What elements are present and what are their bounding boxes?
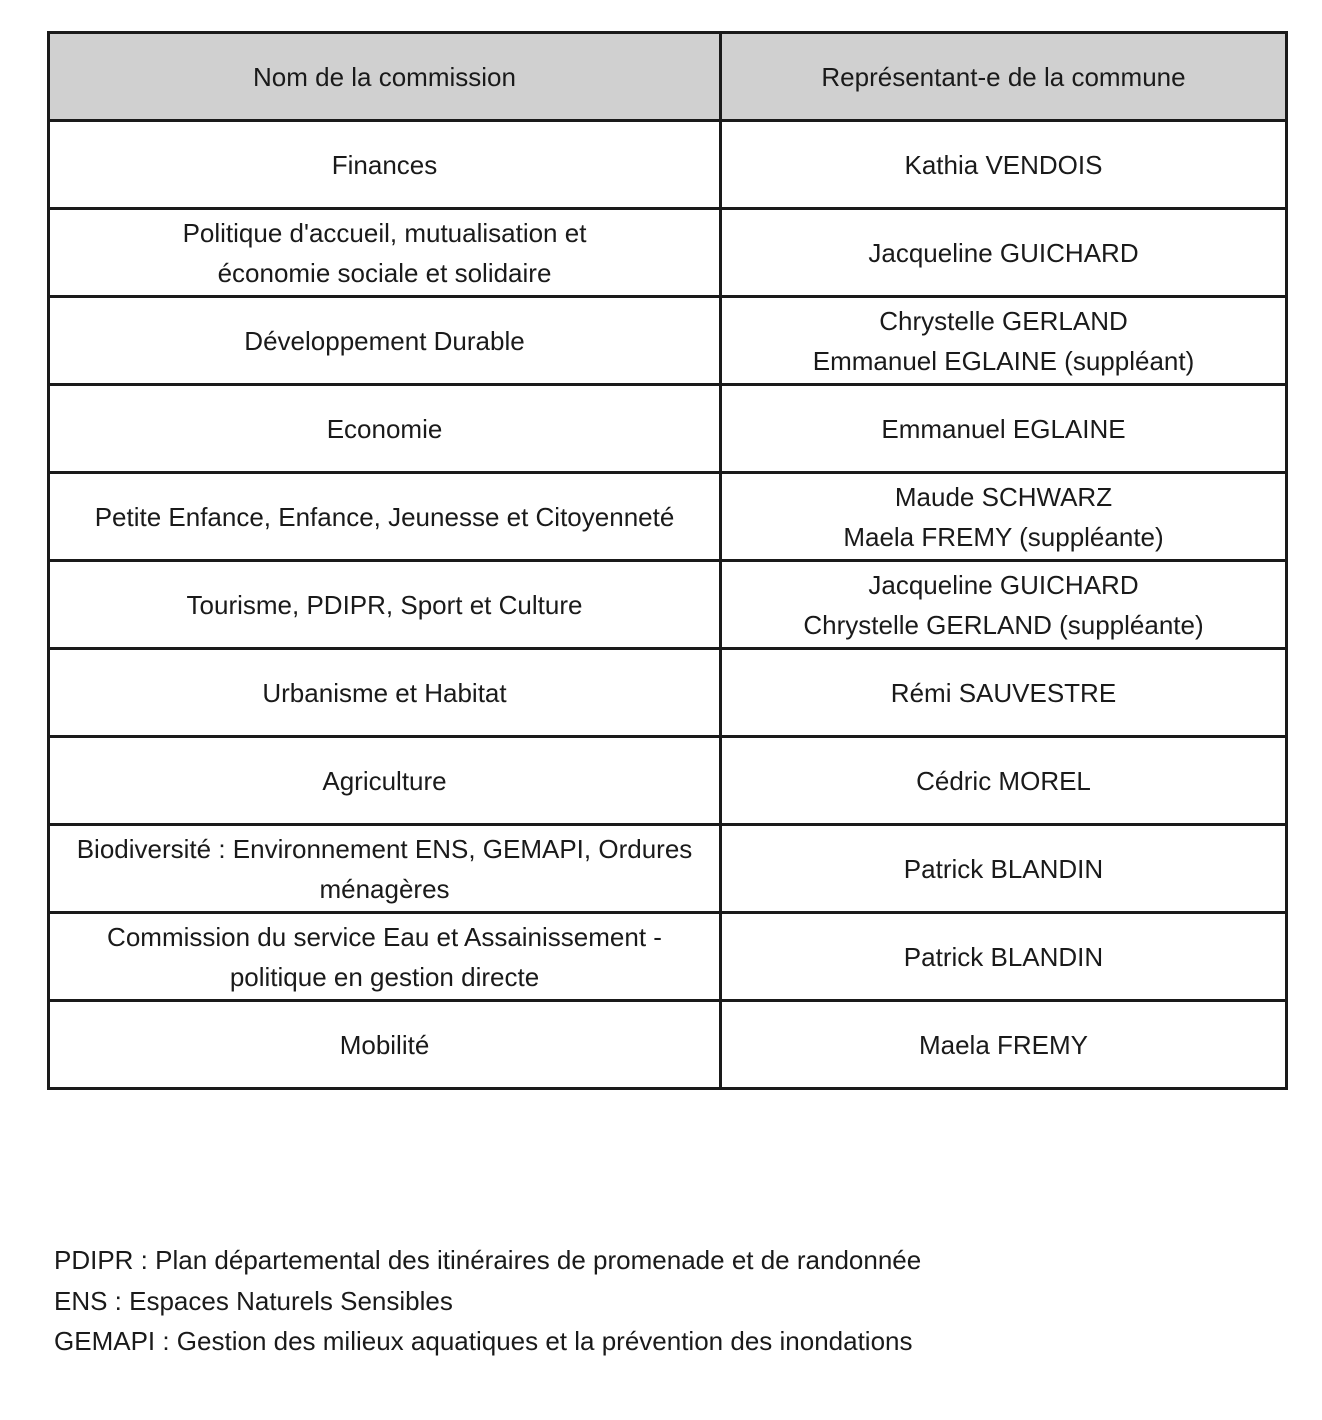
- representative-cell: [721, 561, 1287, 649]
- representative-name: Jacqueline GUICHARD: [868, 237, 1139, 268]
- representative-cell: [721, 737, 1287, 825]
- representative-name: Rémi SAUVESTRE: [890, 677, 1117, 708]
- footnotes: [54, 1240, 1254, 1362]
- commission-name-cell: [49, 121, 721, 209]
- representative-cell: [721, 1001, 1287, 1089]
- representative-name: Chrystelle GERLAND (suppléante): [803, 609, 1204, 640]
- commission-name-line: économie sociale et solidaire: [217, 257, 552, 288]
- commission-name-line: Economie: [326, 413, 443, 444]
- commissions-table: [47, 31, 1288, 1090]
- commission-name-cell: [49, 561, 721, 649]
- commission-name-line: Mobilité: [339, 1029, 430, 1060]
- table-row: [49, 561, 1287, 649]
- table-row: [49, 209, 1287, 297]
- representative-cell: [721, 473, 1287, 561]
- table-row: [49, 121, 1287, 209]
- representative-cell: [721, 297, 1287, 385]
- commission-name-line: politique en gestion directe: [229, 961, 540, 992]
- commission-name-line: Finances: [331, 149, 438, 180]
- commission-name-cell: [49, 385, 721, 473]
- table-row: [49, 385, 1287, 473]
- representative-name: Patrick BLANDIN: [903, 941, 1104, 972]
- commission-name-cell: [49, 825, 721, 913]
- table-header-row: [49, 33, 1287, 121]
- table-row: [49, 649, 1287, 737]
- representative-name: Maela FREMY: [918, 1029, 1089, 1060]
- commission-name-cell: [49, 209, 721, 297]
- representative-cell: [721, 209, 1287, 297]
- table-row: [49, 737, 1287, 825]
- commission-name-cell: [49, 297, 721, 385]
- representative-name: Kathia VENDOIS: [904, 149, 1103, 180]
- table-row: [49, 1001, 1287, 1089]
- commission-name-line: Politique d'accueil, mutualisation et: [182, 217, 587, 248]
- header-commission-name: Nom de la commission: [49, 33, 721, 121]
- commission-name-cell: [49, 913, 721, 1001]
- representative-cell: [721, 649, 1287, 737]
- representative-name: Emmanuel EGLAINE (suppléant): [812, 345, 1195, 376]
- representative-name: Cédric MOREL: [916, 765, 1091, 796]
- commission-name-cell: [49, 737, 721, 825]
- commission-name-line: Développement Durable: [244, 325, 525, 356]
- header-representative: Représentant-e de la commune: [721, 33, 1287, 121]
- representative-name: Jacqueline GUICHARD: [868, 569, 1139, 600]
- footnote-line: ENS : Espaces Naturels Sensibles: [54, 1285, 453, 1316]
- representative-name: Maela FREMY (suppléante): [843, 521, 1164, 552]
- commission-name-line: ménagères: [319, 873, 450, 904]
- commission-name-line: Biodiversité : Environnement ENS, GEMAPI, Ordures: [76, 833, 693, 864]
- footnote-line: PDIPR : Plan départemental des itinéraires de promenade et de randonnée: [54, 1245, 922, 1275]
- representative-name: Maude SCHWARZ: [894, 481, 1113, 512]
- commission-name-line: Tourisme, PDIPR, Sport et Culture: [186, 589, 583, 620]
- representative-name: Chrystelle GERLAND: [879, 305, 1128, 336]
- table-row: [49, 825, 1287, 913]
- representative-name: Patrick BLANDIN: [903, 853, 1104, 884]
- table-body: [49, 121, 1287, 1089]
- commission-name-line: Urbanisme et Habitat: [262, 677, 507, 708]
- representative-cell: [721, 825, 1287, 913]
- commission-name-line: Petite Enfance, Enfance, Jeunesse et Citoyenneté: [94, 501, 675, 532]
- table-row: [49, 913, 1287, 1001]
- representative-name: Emmanuel EGLAINE: [881, 413, 1126, 444]
- footnote-line: GEMAPI : Gestion des milieux aquatiques et la prévention des inondations: [54, 1326, 913, 1356]
- table-row: [49, 297, 1287, 385]
- representative-cell: [721, 121, 1287, 209]
- commission-name-cell: [49, 473, 721, 561]
- commission-name-line: Commission du service Eau et Assainissement -: [107, 921, 662, 952]
- commission-name-cell: [49, 649, 721, 737]
- table-row: [49, 473, 1287, 561]
- commission-name-line: Agriculture: [322, 765, 447, 796]
- representative-cell: [721, 913, 1287, 1001]
- commission-name-cell: [49, 1001, 721, 1089]
- representative-cell: [721, 385, 1287, 473]
